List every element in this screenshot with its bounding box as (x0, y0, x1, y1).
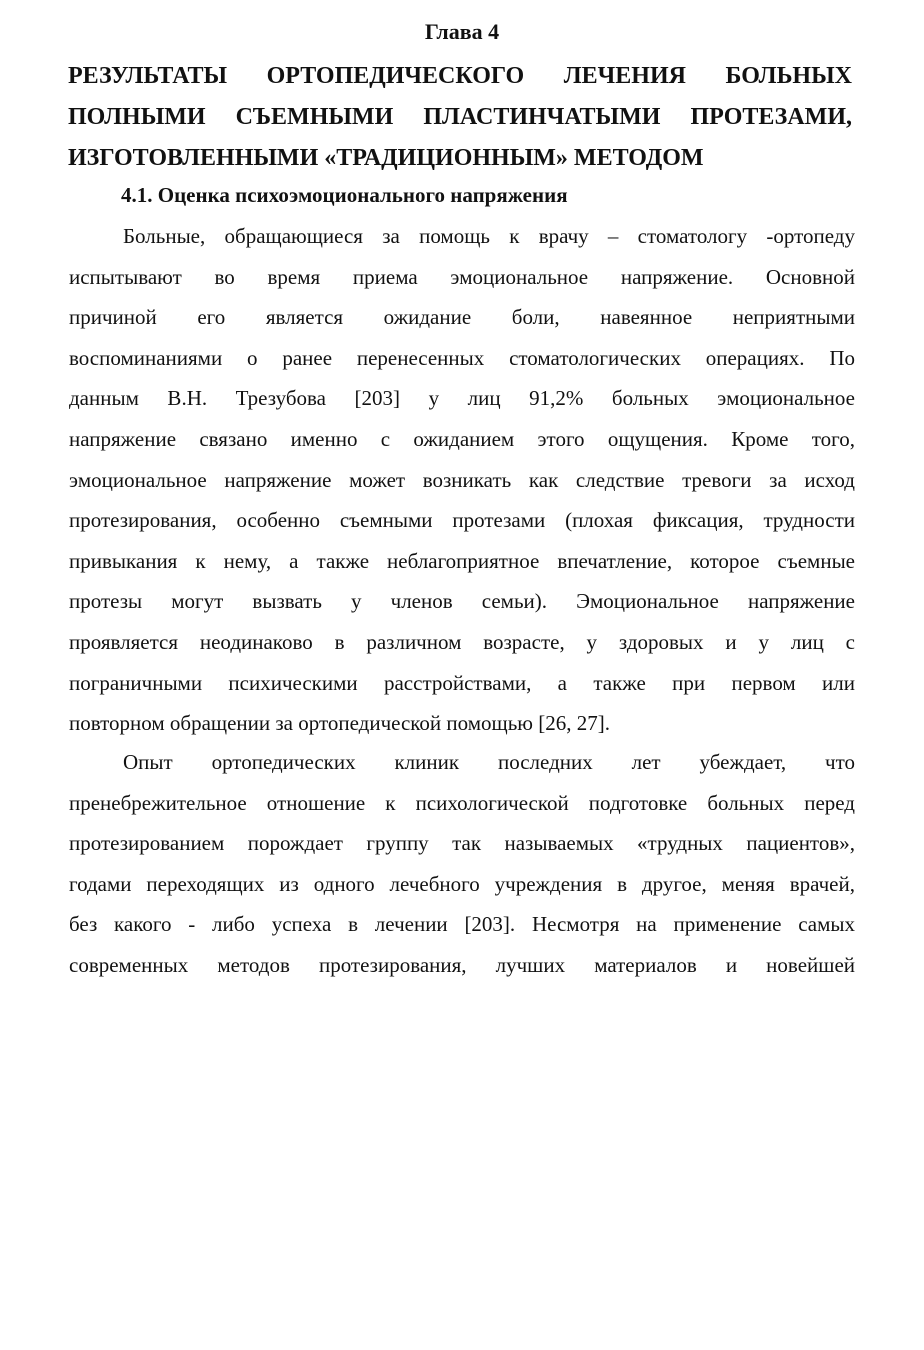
text-line: испытывают во время приема эмоциональное напряжение. Основной (69, 264, 855, 289)
chapter-title-line: ИЗГОТОВЛЕННЫМИ «ТРАДИЦИОННЫМ» МЕТОДОМ (68, 145, 704, 171)
text-line: протезы могут вызвать у членов семьи). Эмоциональное напряжение (69, 589, 855, 614)
text-line: Опыт ортопедических клиник последних лет убеждает, что (123, 750, 855, 774)
text-line: Больные, обращающиеся за помощь к врачу – стоматологу -ортопеду (123, 224, 855, 248)
chapter-title (68, 56, 852, 179)
text-line: протезированием порождает группу так называемых «трудных пациентов», (69, 831, 855, 856)
text-line: пренебрежительное отношение к психологической подготовке больных перед (69, 790, 855, 815)
text-line: напряжение связано именно с ожиданием этого ощущения. Кроме того, (69, 426, 855, 451)
body-paragraph (69, 216, 855, 744)
chapter-title-line: ПОЛНЫМИ СЪЕМНЫМИ ПЛАСТИНЧАТЫМИ ПРОТЕЗАМИ, (68, 104, 852, 130)
text-line: эмоциональное напряжение может возникать как следствие тревоги за исход (69, 467, 855, 492)
text-line: проявляется неодинаково в различном возрасте, у здоровых и у лиц с (69, 629, 855, 654)
text-line: воспоминаниями о ранее перенесенных стоматологических операциях. По (69, 345, 855, 370)
text-line: привыкания к нему, а также неблагоприятное впечатление, которое съемные (69, 548, 855, 573)
text-line: пограничными психическими расстройствами, а также при первом или (69, 670, 855, 695)
text-line: годами переходящих из одного лечебного учреждения в другое, меняя врачей, (69, 871, 855, 896)
text-line: современных методов протезирования, лучших материалов и новейшей (69, 952, 855, 977)
text-line: без какого - либо успеха в лечении [203]. Несмотря на применение самых (69, 912, 855, 937)
text-line: причиной его является ожидание боли, навеянное неприятными (69, 305, 855, 330)
chapter-title-line: РЕЗУЛЬТАТЫ ОРТОПЕДИЧЕСКОГО ЛЕЧЕНИЯ БОЛЬНЫХ (68, 63, 852, 89)
text-line: протезирования, особенно съемными протезами (плохая фиксация, трудности (69, 508, 855, 533)
body-paragraph (69, 742, 855, 986)
text-line: данным В.Н. Трезубова [203] у лиц 91,2% больных эмоциональное (69, 386, 855, 411)
chapter-label: Глава 4 (424, 19, 500, 44)
text-line: повторном обращении за ортопедической помощью [26, 27]. (69, 711, 610, 736)
section-heading: 4.1. Оценка психоэмоционального напряжения (121, 183, 568, 207)
